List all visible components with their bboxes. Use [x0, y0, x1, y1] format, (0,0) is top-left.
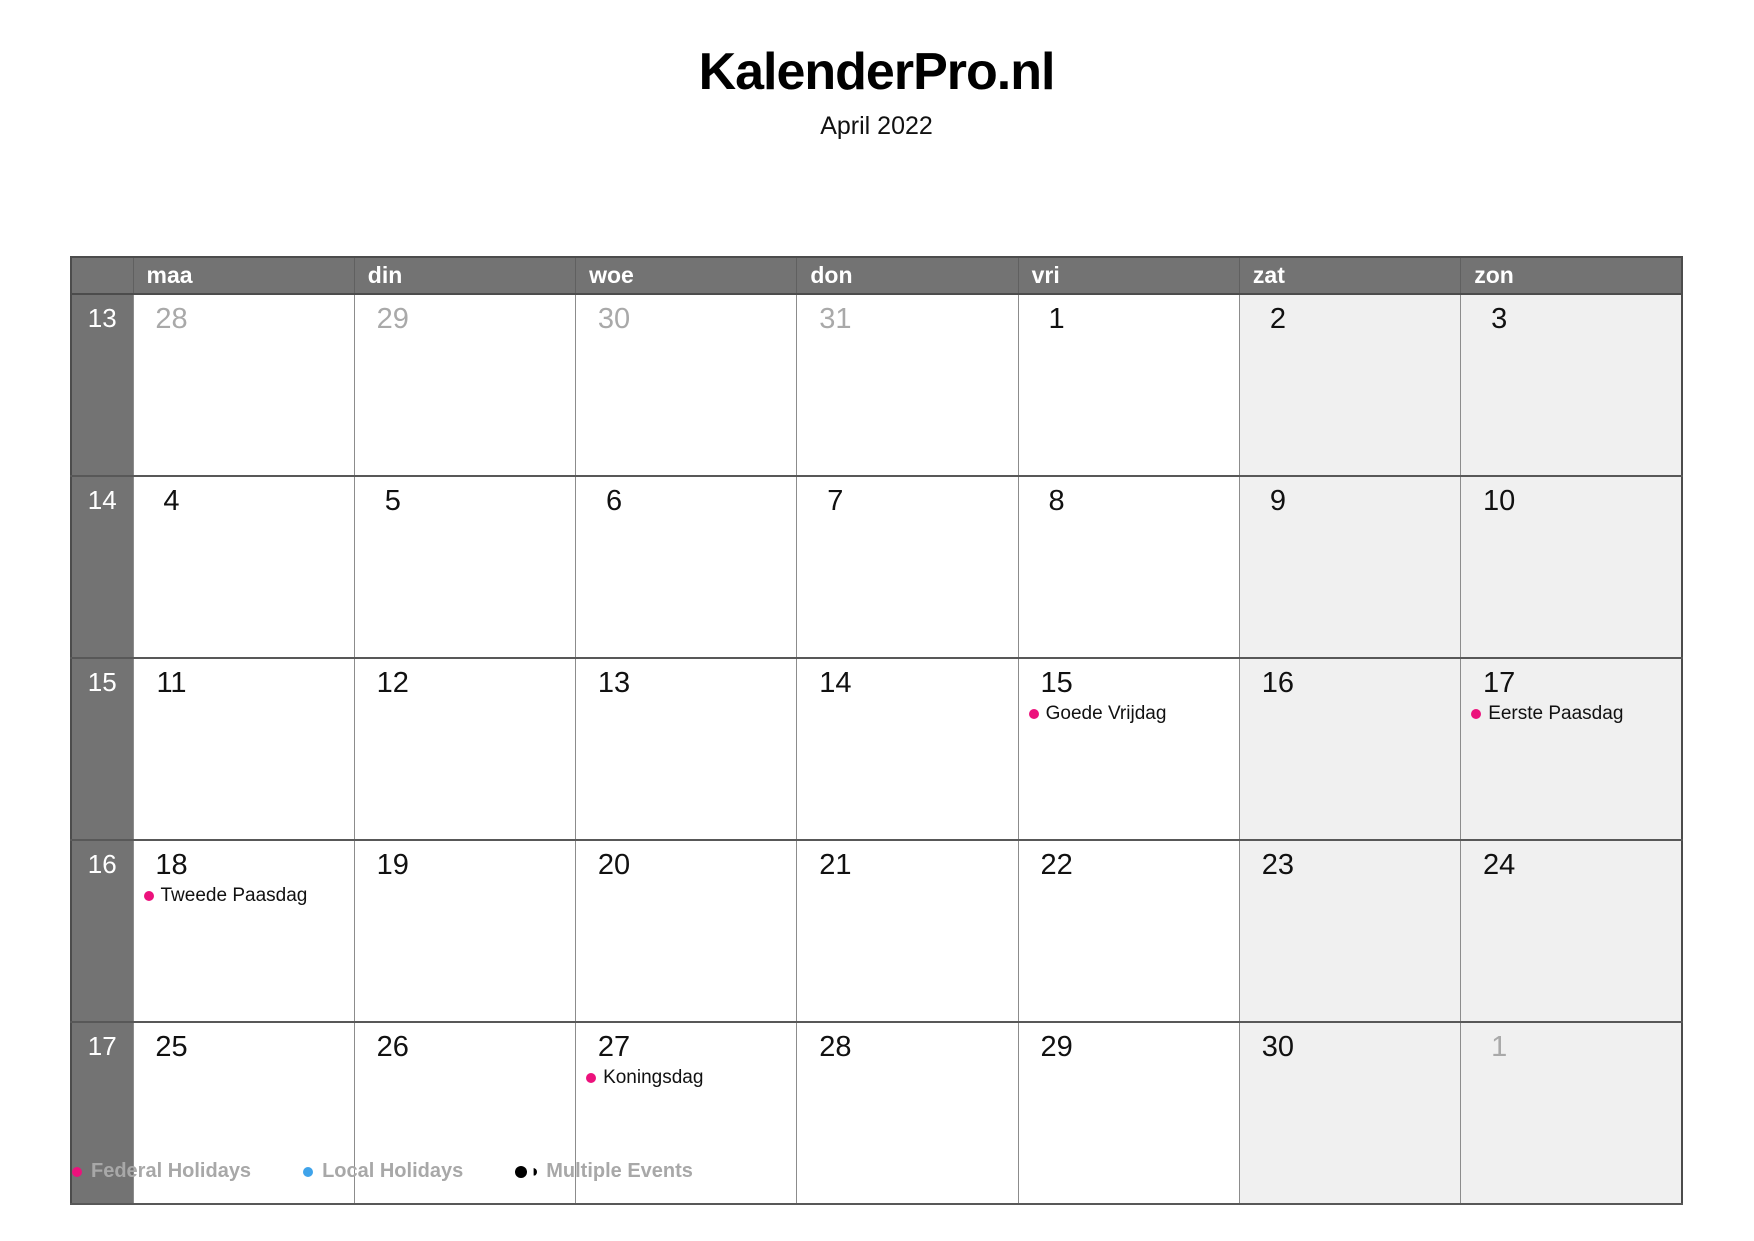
holiday-label — [1019, 703, 1239, 725]
date-number: 25 — [155, 1031, 188, 1063]
date-number: 2 — [1269, 303, 1286, 335]
date-number: 19 — [376, 849, 409, 881]
day-cell — [1461, 840, 1682, 1022]
day-header-don: don — [797, 257, 1018, 294]
day-cell — [797, 476, 1018, 658]
multiple-events-icon — [515, 1166, 537, 1178]
day-cell — [133, 294, 354, 476]
site-title: KalenderPro.nl — [698, 43, 1055, 101]
day-cell — [1461, 1022, 1682, 1204]
date-number: 13 — [597, 667, 631, 699]
week-number: 17 — [71, 1022, 133, 1204]
date-number: 31 — [819, 303, 852, 335]
date-number: 22 — [1040, 849, 1073, 881]
date-number: 26 — [376, 1031, 409, 1063]
month-subtitle: April 2022 — [820, 112, 933, 140]
page-header — [70, 42, 1683, 141]
holiday-dot-icon — [1029, 709, 1039, 719]
day-cell — [797, 840, 1018, 1022]
week-row — [71, 840, 1682, 1022]
day-cell — [1018, 294, 1239, 476]
legend-local-holidays — [303, 1160, 463, 1183]
date-number: 28 — [155, 303, 188, 335]
date-number: 5 — [384, 485, 401, 517]
day-cell — [797, 294, 1018, 476]
date-number: 4 — [163, 485, 180, 517]
holiday-label — [134, 885, 354, 907]
day-header-zon: zon — [1461, 257, 1682, 294]
date-number: 27 — [597, 1031, 631, 1063]
date-number: 16 — [1261, 667, 1295, 699]
day-header-row — [71, 257, 1682, 294]
date-number: 3 — [1491, 303, 1508, 335]
holiday-name: Eerste Paasdag — [1488, 702, 1624, 724]
federal-dot-icon — [72, 1167, 82, 1177]
day-cell — [1239, 294, 1460, 476]
holiday-name: Goede Vrijdag — [1045, 702, 1167, 724]
day-cell — [133, 658, 354, 840]
date-number: 29 — [1040, 1031, 1073, 1063]
week-row — [71, 658, 1682, 840]
day-cell — [1461, 476, 1682, 658]
day-cell — [576, 476, 797, 658]
day-cell — [354, 840, 575, 1022]
day-cell — [576, 294, 797, 476]
week-row — [71, 476, 1682, 658]
date-number: 1 — [1491, 1031, 1508, 1063]
day-cell — [354, 658, 575, 840]
day-header-din: din — [354, 257, 575, 294]
date-number: 8 — [1048, 485, 1065, 517]
day-cell — [797, 658, 1018, 840]
date-number: 17 — [1483, 667, 1516, 699]
legend-label: Federal Holidays — [91, 1160, 252, 1182]
date-number: 7 — [827, 485, 844, 517]
holiday-label — [1461, 703, 1681, 725]
date-number: 6 — [605, 485, 623, 517]
holiday-name: Koningsdag — [603, 1066, 704, 1088]
date-number: 20 — [597, 849, 631, 881]
day-header-zat: zat — [1239, 257, 1460, 294]
date-number: 15 — [1040, 667, 1073, 699]
date-number: 30 — [597, 303, 631, 335]
legend-label: Local Holidays — [322, 1160, 464, 1182]
day-cell — [1239, 1022, 1460, 1204]
legend-federal-holidays — [72, 1160, 251, 1183]
date-number: 24 — [1483, 849, 1516, 881]
date-number: 1 — [1048, 303, 1065, 335]
day-cell — [576, 840, 797, 1022]
day-cell — [1018, 658, 1239, 840]
date-number: 14 — [819, 667, 852, 699]
calendar-table — [70, 256, 1683, 1205]
calendar-body — [71, 294, 1682, 1204]
date-number: 18 — [155, 849, 188, 881]
week-row — [71, 294, 1682, 476]
day-cell — [133, 840, 354, 1022]
date-number: 12 — [376, 667, 409, 699]
day-cell — [797, 1022, 1018, 1204]
day-cell — [1018, 476, 1239, 658]
day-cell — [1461, 658, 1682, 840]
day-cell — [1018, 840, 1239, 1022]
holiday-dot-icon — [144, 891, 154, 901]
week-number: 16 — [71, 840, 133, 1022]
date-number: 23 — [1261, 849, 1295, 881]
week-column-header — [71, 257, 133, 294]
holiday-dot-icon — [586, 1073, 596, 1083]
date-number: 30 — [1261, 1031, 1295, 1063]
legend — [72, 1160, 693, 1183]
day-cell — [133, 476, 354, 658]
day-header-vri: vri — [1018, 257, 1239, 294]
date-number: 11 — [156, 667, 187, 699]
day-cell — [1239, 840, 1460, 1022]
day-cell — [1239, 658, 1460, 840]
day-cell — [1018, 1022, 1239, 1204]
date-number: 10 — [1483, 485, 1516, 517]
day-cell — [1239, 476, 1460, 658]
week-number: 15 — [71, 658, 133, 840]
local-dot-icon — [303, 1167, 313, 1177]
date-number: 21 — [819, 849, 852, 881]
date-number: 29 — [376, 303, 409, 335]
day-cell — [354, 294, 575, 476]
holiday-dot-icon — [1471, 709, 1481, 719]
legend-label: Multiple Events — [546, 1160, 693, 1182]
day-header-woe: woe — [576, 257, 797, 294]
day-cell — [1461, 294, 1682, 476]
date-number: 9 — [1269, 485, 1286, 517]
legend-multiple-events — [515, 1160, 693, 1183]
holiday-label — [576, 1067, 796, 1089]
day-header-maa: maa — [133, 257, 354, 294]
week-number: 13 — [71, 294, 133, 476]
week-number: 14 — [71, 476, 133, 658]
day-cell — [576, 658, 797, 840]
holiday-name: Tweede Paasdag — [160, 884, 308, 906]
date-number: 28 — [819, 1031, 852, 1063]
day-cell — [354, 476, 575, 658]
